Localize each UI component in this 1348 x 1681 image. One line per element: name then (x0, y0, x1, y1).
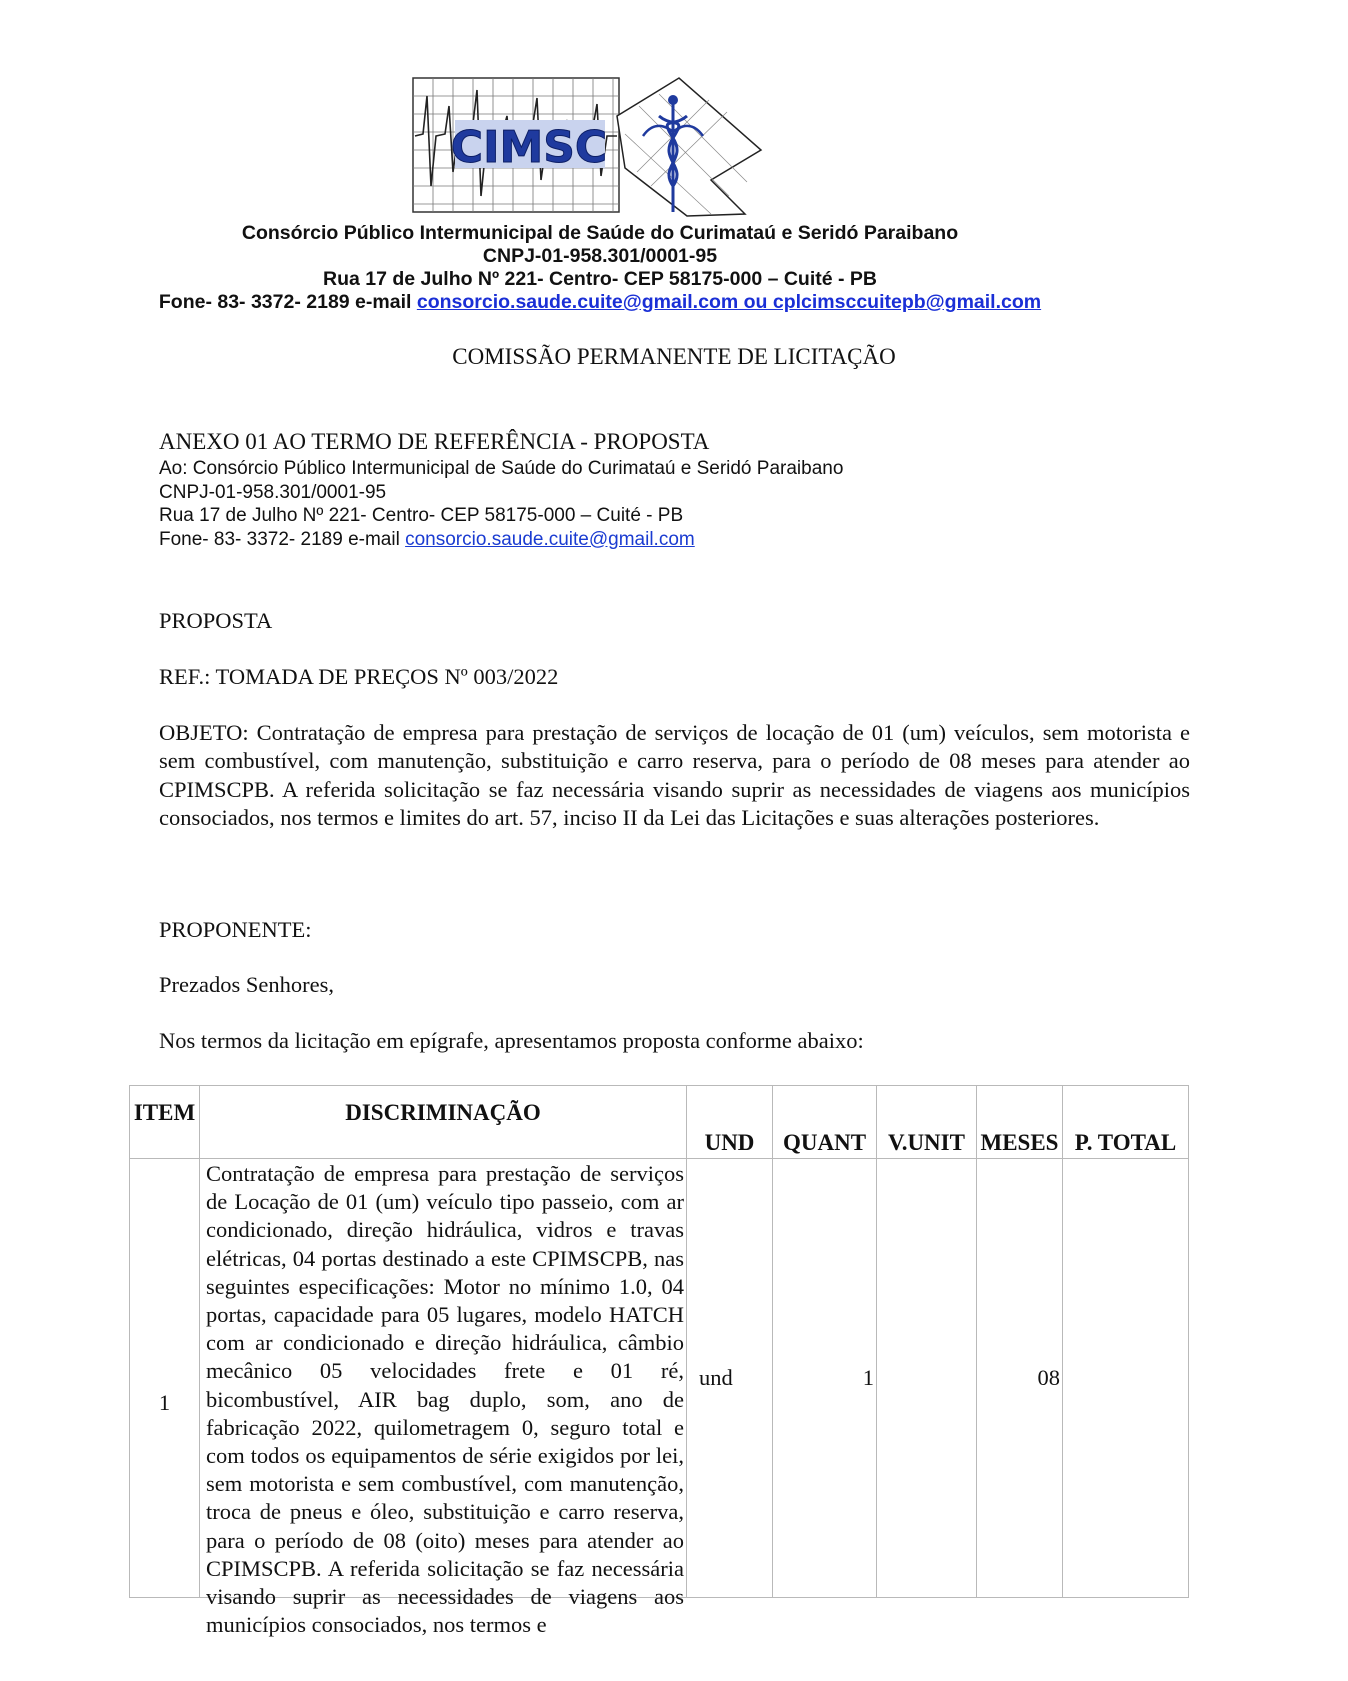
table-header-row (130, 1086, 1189, 1159)
org-name: Consórcio Público Intermunicipal de Saúde do Curimataú e Seridó Paraibano (241, 222, 959, 244)
cell-item: 1 (130, 1159, 200, 1598)
phone-text: Fone- 83- 3372- 2189 e-mail (158, 291, 417, 313)
annex-cnpj: CNPJ-01-958.301/0001-95 (159, 481, 387, 503)
commission-heading: COMISSÃO PERMANENTE DE LICITAÇÃO (452, 344, 896, 369)
object-paragraph: OBJETO: Contratação de empresa para prestação de serviços de locação de 01 (um) veículos, sem motorista e sem combustível, com manutenção, substituição e carro reserva, para o período de 08 meses para atender ao CPIMSCPB. A referida solicitação se faz necessária visando suprir as necessidades de viagens aos municípios consociados, nos termos e limites do art. 57, inciso II da Lei das Licitações e suas alterações posteriores. (159, 720, 1190, 830)
annex-address: Rua 17 de Julho Nº 221- Centro- CEP 58175-000 – Cuité - PB (159, 505, 684, 526)
header-months: MESES (977, 1086, 1063, 1159)
cell-unit-price (877, 1159, 977, 1598)
cell-months: 08 (977, 1159, 1063, 1598)
org-address: Rua 17 de Julho Nº 221- Centro- CEP 58175-000 – Cuité - PB (322, 268, 878, 290)
reference-line: REF.: TOMADA DE PREÇOS Nº 003/2022 (159, 664, 559, 689)
annex-title: ANEXO 01 AO TERMO DE REFERÊNCIA - PROPOSTA (159, 429, 710, 454)
annex-phone: Fone- 83- 3372- 2189 e-mail (159, 528, 406, 550)
header-description: DISCRIMINAÇÃO (200, 1086, 687, 1159)
annex-address-block (159, 457, 843, 551)
letterhead (0, 222, 1200, 314)
cimsc-logo (411, 76, 767, 218)
annex-email-link[interactable]: consorcio.saude.cuite@gmail.com (405, 528, 695, 550)
intro-line: Nos termos da licitação em epígrafe, apresentamos proposta conforme abaixo: (159, 1028, 864, 1053)
proponent-label: PROPONENTE: (159, 917, 312, 942)
header-unit-price: V.UNIT (877, 1086, 977, 1159)
header-quantity: QUANT (773, 1086, 877, 1159)
cell-total (1063, 1159, 1189, 1598)
table-row (130, 1159, 1189, 1598)
header-total: P. TOTAL (1063, 1086, 1189, 1159)
org-contact (0, 291, 1200, 314)
header-unit: UND (687, 1086, 773, 1159)
proposal-table (129, 1085, 1189, 1638)
org-cnpj: CNPJ-01-958.301/0001-95 (482, 245, 718, 267)
annex-contact (159, 528, 843, 552)
header-item: ITEM (130, 1086, 200, 1159)
cell-unit: und (687, 1159, 773, 1598)
cell-quantity: 1 (773, 1159, 877, 1598)
annex-recipient: Ao: Consórcio Público Intermunicipal de Saúde do Curimataú e Seridó Paraibano (159, 458, 844, 479)
proposal-label: PROPOSTA (159, 608, 273, 633)
cell-description (200, 1159, 687, 1638)
svg-text:CIMSC: CIMSC (450, 122, 608, 173)
description-text: Contratação de empresa para prestação de serviços de Locação de 01 (um) veículo tipo passeio, com ar condicionado, direção hidráulica, vidros e travas elétricas, 04 portas destinado a este CPIMSCPB, nas seguintes especificações: Motor no mínimo 1.0, 04 portas, capacidade para 05 lugares, modelo HATCH com ar condicionado e direção hidráulica, câmbio mecânico 05 velocidades frete e 01 ré, bicombustível, AIR bag duplo, som, ano de fabricação 2022, quilometragem 0, seguro total e com todos os equipamentos de série exigidos por lei, sem motorista e sem combustível, com manutenção, troca de pneus e óleo, substituição e carro reserva, para o período de 08 (oito) meses para atender ao CPIMSCPB. A referida solicitação se faz necessária visando suprir as necessidades de viagens aos municípios consociados, nos termos e (206, 1161, 684, 1638)
emails-link[interactable]: consorcio.saude.cuite@gmail.com ou cplcimsccuitepb@gmail.com (416, 291, 1042, 313)
greeting: Prezados Senhores, (159, 972, 334, 997)
